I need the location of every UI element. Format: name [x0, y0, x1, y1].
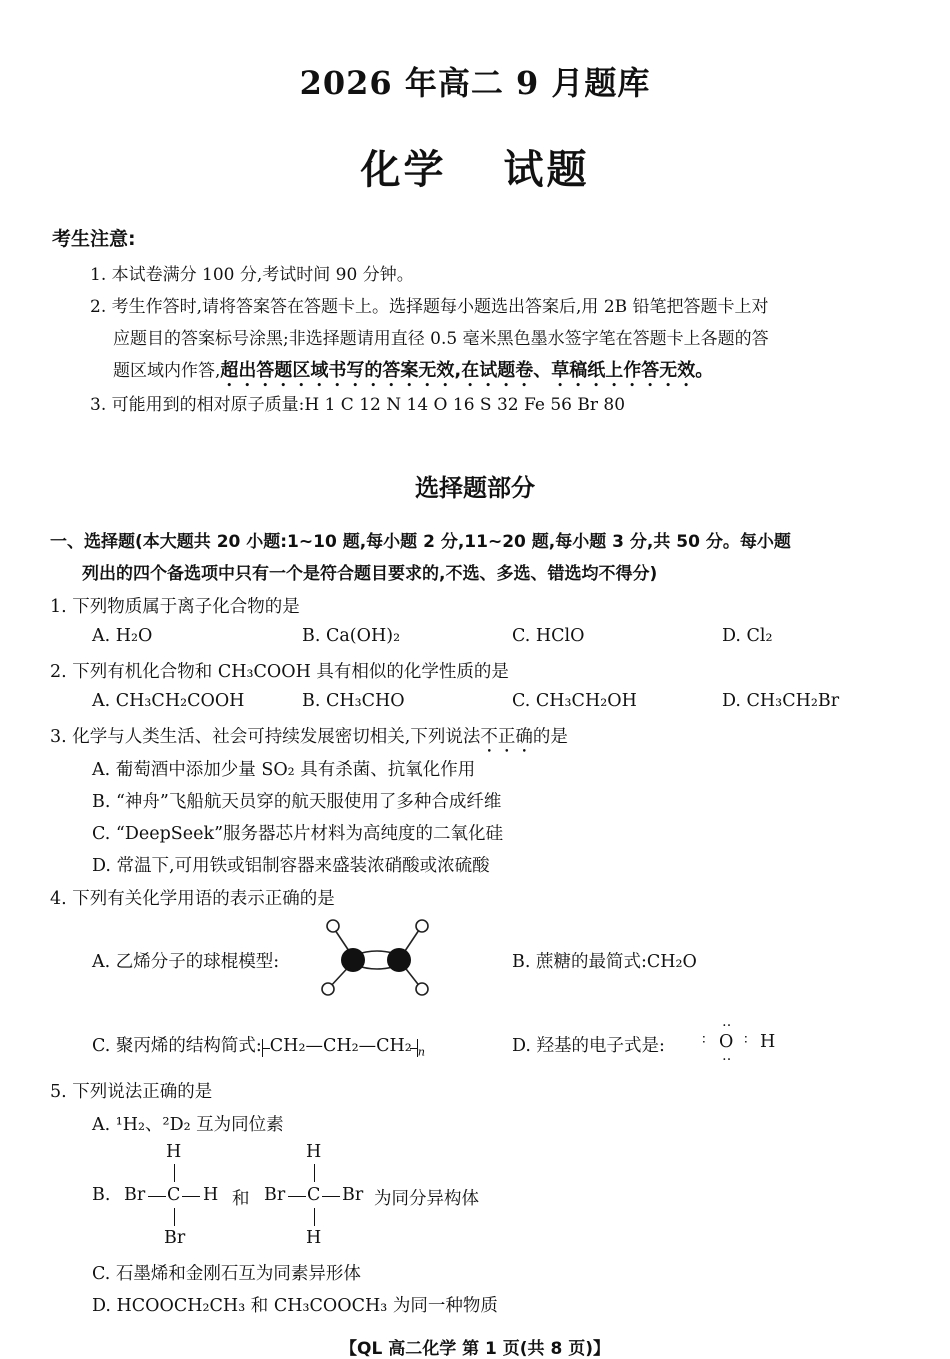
oxygen-symbol: O: [719, 1032, 734, 1052]
q5-option-b-label: B.: [92, 1185, 111, 1205]
q5-option-b-and: 和: [232, 1189, 250, 1209]
notice-item-2-line3: [113, 356, 713, 391]
polymer-n: n: [417, 1044, 426, 1059]
q5-option-b-tail: 为同分异构体: [374, 1189, 479, 1209]
q3-option-b: B. “神舟”飞船航天员穿的航天服使用了多种合成纤维: [92, 792, 502, 812]
q2-option-c: C. CH₃CH₂OH: [512, 691, 637, 711]
exam-title: 2026 年高二 9 月题库: [299, 64, 651, 102]
hydroxyl-electron-formula: ∶ ‥ O ‥ ∶ H: [702, 1014, 776, 1064]
q3-stem-emphasis: 不正确: [480, 727, 533, 747]
notice-heading: 考生注意:: [52, 228, 136, 250]
q1-option-b: B. Ca(OH)₂: [302, 626, 401, 646]
notice-item-2-line3-plain: 题区域内作答,: [113, 361, 221, 381]
q2-option-b: B. CH₃CHO: [302, 691, 405, 711]
page-footer: 【QL 高二化学 第 1 页(共 8 页)】: [340, 1339, 610, 1359]
q3-stem: [50, 723, 568, 757]
q1-option-a: A. H₂O: [92, 626, 153, 646]
ethylene-ball-stick-model: [315, 915, 435, 999]
q3-option-a: A. 葡萄酒中添加少量 SO₂ 具有杀菌、抗氧化作用: [92, 760, 476, 780]
q2-stem: 2. 下列有机化合物和 CH₃COOH 具有相似的化学性质的是: [50, 662, 509, 682]
q4-option-d: [512, 1032, 665, 1057]
q5-option-d: D. HCOOCH₂CH₃ 和 CH₃COOCH₃ 为同一种物质: [92, 1296, 498, 1316]
dibromomethane-structure-1: H Br C H Br: [124, 1142, 219, 1248]
polymer-bracket: [262, 1036, 418, 1056]
notice-item-1: 1. 本试卷满分 100 分,考试时间 90 分钟。: [90, 265, 414, 285]
q1-stem: 1. 下列物质属于离子化合物的是: [50, 597, 300, 617]
q3-stem-part3: 的是: [532, 727, 568, 747]
notice-warning-emphasis: 超出答题区域书写的答案无效,在试题卷、草稿纸上作答无效。: [220, 360, 714, 381]
q3-option-c: C. “DeepSeek”服务器芯片材料为高纯度的二氧化硅: [92, 824, 504, 844]
q2-option-a: A. CH₃CH₂COOH: [92, 691, 245, 711]
q4-option-d-label: D. 羟基的电子式是:: [512, 1036, 665, 1056]
q4-option-c: [92, 1032, 425, 1059]
q2-option-d: D. CH₃CH₂Br: [722, 691, 840, 711]
notice-item-2-line2: 应题目的答案标号涂黑;非选择题请用直径 0.5 毫米黑色墨水签字笔在答题卡上各题的答: [113, 329, 769, 349]
notice-item-3: 3. 可能用到的相对原子质量:H 1 C 12 N 14 O 16 S 32 Fe 56 Br 80: [90, 395, 626, 415]
q3-stem-part1: 3. 化学与人类生活、社会可持续发展密切相关,下列说法: [50, 727, 481, 747]
q4-option-b: B. 蔗糖的最简式:CH₂O: [512, 952, 697, 972]
q5-stem: 5. 下列说法正确的是: [50, 1082, 213, 1102]
q4-stem: 4. 下列有关化学用语的表示正确的是: [50, 889, 335, 909]
q4-option-c-label: C. 聚丙烯的结构简式:: [92, 1036, 262, 1056]
q1-option-c: C. HClO: [512, 626, 585, 646]
subject-title: 化学 试题: [360, 146, 590, 193]
notice-item-2-line1: 2. 考生作答时,请将答案答在答题卡上。选择题每小题选出答案后,用 2B 铅笔把答题卡上对: [90, 297, 769, 317]
part-instructions-line2: 列出的四个备选项中只有一个是符合题目要求的,不选、多选、错选均不得分): [82, 564, 658, 584]
q5-option-a: A. ¹H₂、²D₂ 互为同位素: [92, 1115, 284, 1135]
q1-option-d: D. Cl₂: [722, 626, 773, 646]
section-title: 选择题部分: [415, 474, 535, 502]
hydrogen-symbol: H: [760, 1032, 776, 1052]
q3-option-d: D. 常温下,可用铁或铝制容器来盛装浓硝酸或浓硫酸: [92, 856, 490, 876]
q5-option-c: C. 石墨烯和金刚石互为同素异形体: [92, 1264, 361, 1284]
q4-option-a: A. 乙烯分子的球棍模型:: [92, 952, 280, 972]
polypropylene-formula: CH₂—CH₂—CH₂: [269, 1036, 412, 1056]
dibromomethane-structure-2: H Br C Br H: [264, 1142, 364, 1248]
part-instructions-line1: 一、选择题(本大题共 20 小题:1~10 题,每小题 2 分,11~20 题,每小题 3 分,共 50 分。每小题: [50, 532, 791, 552]
